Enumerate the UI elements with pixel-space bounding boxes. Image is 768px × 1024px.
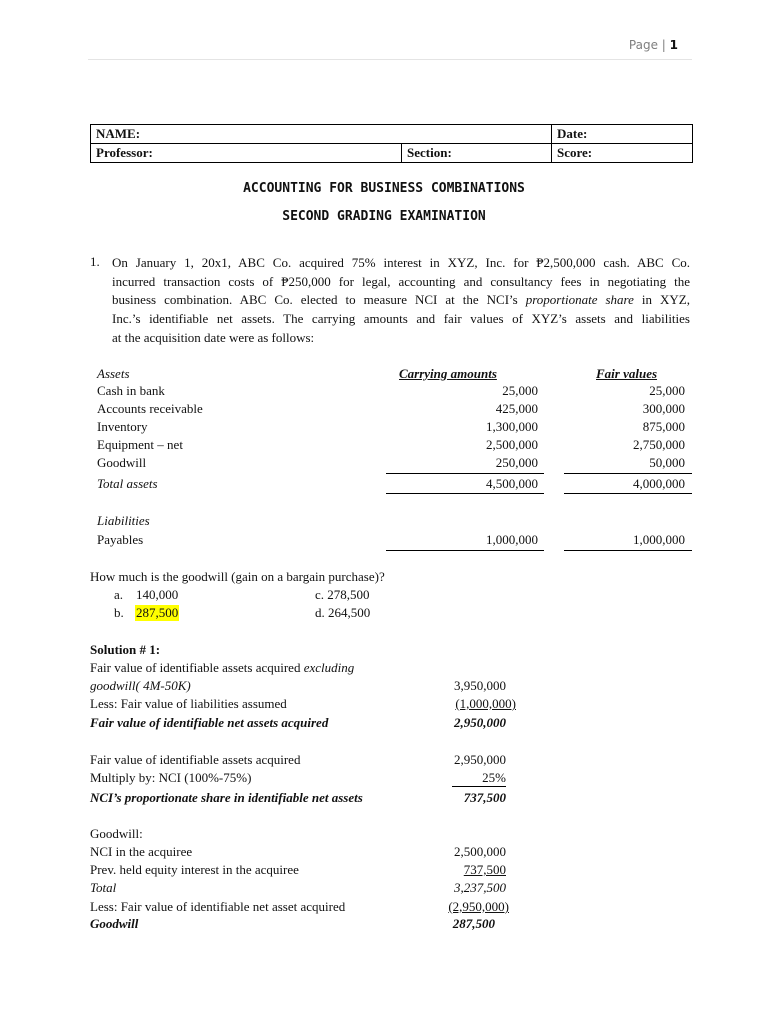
sol1-less-value: (1,000,000) <box>455 696 516 711</box>
asset-carrying: 425,000 <box>495 401 538 416</box>
liabilities-header: Liabilities <box>97 513 150 528</box>
question-line <box>112 291 690 310</box>
sol1-result-value: 2,950,000 <box>454 715 506 730</box>
sol3-label: NCI in the acquiree <box>90 844 193 859</box>
sol3-label: Prev. held equity interest in the acquiree <box>90 862 299 877</box>
asset-fair: 2,750,000 <box>633 437 685 452</box>
sol2-value2: 25% <box>482 770 506 785</box>
sol3-heading: Goodwill: <box>90 826 143 841</box>
question-line-tail: in XYZ, <box>633 292 690 308</box>
date-cell: Date: <box>552 125 693 144</box>
carrying-amounts-header: Carrying amounts <box>399 366 497 381</box>
asset-fair: 50,000 <box>649 455 685 470</box>
choice-b-value-highlighted: 287,500 <box>136 605 179 620</box>
header-rule <box>88 59 692 60</box>
question-line: On January 1, 20x1, ABC Co. acquired 75% interest in XYZ, Inc. for ₱2,500,000 cash. ABC Co. <box>112 255 690 270</box>
asset-carrying: 250,000 <box>495 455 538 470</box>
sol3-value: 737,500 <box>463 862 506 877</box>
asset-carrying: 2,500,000 <box>486 437 538 452</box>
total-rule-carrying <box>386 493 544 494</box>
sol3-value: 2,500,000 <box>454 844 506 859</box>
assets-header: Assets <box>97 366 130 381</box>
choice-d: d. 264,500 <box>315 605 371 620</box>
question-line: Inc.’s identifiable net assets. The carrying amounts and fair values of XYZ’s assets and liabilities <box>112 311 690 327</box>
asset-carrying: 25,000 <box>502 383 538 398</box>
page-label: Page | <box>628 38 670 52</box>
asset-carrying: 1,300,000 <box>486 419 538 434</box>
sol1-line1-text: Fair value of identifiable assets acquired <box>90 660 304 675</box>
sol2-value1: 2,950,000 <box>454 752 506 767</box>
question-line: incurred transaction costs of ₱250,000 for legal, accounting and consultancy fees in negotiating the <box>112 273 690 289</box>
sol3-value: 3,237,500 <box>454 880 506 895</box>
exam-title: ACCOUNTING FOR BUSINESS COMBINATIONS <box>243 181 525 196</box>
asset-label: Inventory <box>97 419 148 434</box>
choice-b-letter: b. <box>114 605 124 620</box>
payables-rule-carrying <box>386 550 544 551</box>
mcq-prompt: How much is the goodwill (gain on a bargain purchase)? <box>90 569 385 584</box>
subtotal-rule-carrying <box>386 473 544 474</box>
sol2-result-value: 737,500 <box>463 790 506 805</box>
sol1-value1: 3,950,000 <box>454 678 506 693</box>
asset-fair: 25,000 <box>649 383 685 398</box>
question-text <box>112 254 690 348</box>
page-number: 1 <box>669 38 678 52</box>
sol3-goodwill-value: 287,500 <box>452 916 495 931</box>
asset-label: Equipment – net <box>97 437 183 452</box>
subtotal-rule-fair <box>564 473 692 474</box>
sol2-result-label: NCI’s proportionate share in identifiable net assets <box>90 790 363 805</box>
sol1-line1 <box>90 660 354 676</box>
asset-label: Accounts receivable <box>97 401 203 416</box>
fair-values-header: Fair values <box>596 366 658 381</box>
question-number: 1. <box>90 254 100 269</box>
sol1-less-label: Less: Fair value of liabilities assumed <box>90 696 287 711</box>
question-italic: proportionate share <box>525 292 634 308</box>
total-assets-carrying: 4,500,000 <box>486 476 538 491</box>
payables-rule-fair <box>564 550 692 551</box>
asset-fair: 300,000 <box>642 401 685 416</box>
sol2-label2: Multiply by: NCI (100%-75%) <box>90 770 252 785</box>
payables-carrying: 1,000,000 <box>486 532 538 547</box>
sol1-line1-italic: excluding <box>303 660 355 675</box>
sol3-goodwill-label: Goodwill <box>90 916 139 931</box>
page-indicator <box>629 38 678 52</box>
solution-heading: Solution # 1: <box>90 642 161 657</box>
professor-cell: Professor: <box>91 144 402 163</box>
total-assets-label: Total assets <box>97 476 158 491</box>
total-assets-fair: 4,000,000 <box>633 476 685 491</box>
sol1-result-label: Fair value of identifiable net assets acquired <box>90 715 329 730</box>
asset-label: Goodwill <box>97 455 147 470</box>
student-info-table <box>90 124 693 163</box>
sol3-label: Less: Fair value of identifiable net asset acquired <box>90 899 346 914</box>
asset-fair: 875,000 <box>642 419 685 434</box>
question-line-text: business combination. ABC Co. elected to measure NCI at the NCI’s <box>112 292 526 308</box>
choice-c: c. 278,500 <box>315 587 370 602</box>
question-line: at the acquisition date were as follows: <box>112 329 315 345</box>
exam-subtitle: SECOND GRADING EXAMINATION <box>282 209 486 224</box>
payables-label: Payables <box>97 532 144 547</box>
sol3-label: Total <box>90 880 117 895</box>
sol2-label1: Fair value of identifiable assets acquired <box>90 752 301 767</box>
score-cell: Score: <box>552 144 693 163</box>
sol3-value: (2,950,000) <box>448 899 509 914</box>
section-cell: Section: <box>402 144 552 163</box>
sol2-underline <box>452 786 506 787</box>
choice-a-letter: a. <box>114 587 124 602</box>
name-cell: NAME: <box>91 125 552 144</box>
choice-a-value: 140,000 <box>136 587 179 602</box>
asset-label: Cash in bank <box>97 383 165 398</box>
payables-fair: 1,000,000 <box>633 532 685 547</box>
total-rule-fair <box>564 493 692 494</box>
sol1-line2: goodwill( 4M-50K) <box>90 678 191 693</box>
